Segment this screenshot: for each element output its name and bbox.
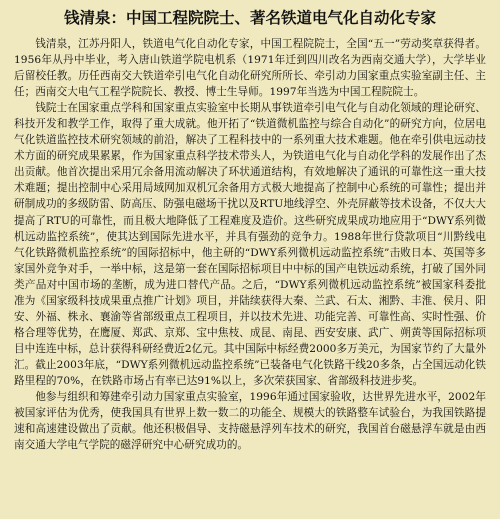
paragraph-achievements: 钱院士在国家重点学科和国家重点实验室中长期从事铁道牵引电气化与自动化领域的理论研究、科技开发和教学工作，取得了重大成就。他开拓了“铁道微机监控与综合自动化”的研究方向，位居电气化铁道监控技术研究领域的前沿，解决了工程科技中的一系列重大技术难题。他在牵引供电远动技术方面的研究成果累累，作为国家重点科学技术带头人，为铁道电气化与自动化学科的发展作出了杰出贡献。他首次提出采用冗余备用流动解决了环状通道结构，有效地解决了通讯的可靠性这一重大技术难题；提出控制中心采用局域网加双机冗余备用方式极大地提高了控制中心系统的可靠性；提出并研制成功的多级防雷、防高压、防强电磁场干扰以及RTU地线浮空、外壳屏蔽等技术设备，不仅大大提高了RTU的可靠性，而且极大地降低了工程难度及造价。这些研究成果成功地应用于“DWY系列微机远动监控系统”，使其达到国际先进水平，并具有强劲的竞争力。1988年世行贷款项目“川黔线电气化铁路微机监控系统”的国际招标中，他主研的“DWY系列微机远动监控系统”击败日本、英国等多家国外竞争对手，一举中标，这是第一套在国际招标项目中中标的国产电铁远动系统，打破了国外同类产品对中国市场的垄断，成为进口替代产品。之后，“DWY系列微机远动监控系统”被国家科委批准为《国家级科技成果重点推广计划》项目，并陆续获得大秦、兰武、石太、湘黔、丰淮、侯月、阳安、外福、株永、襄渝等省部级重点工程项目，并以技术先进、功能完善、可靠性高、实时性强、价格合理等优势，在鹰厦、郑武、京郑、宝中焦枝、成昆、南昆、西安安康、武广、朔黄等国际招标项目中连连中标，总计获得科研经费近2亿元。其中国际中标经费2000多万美元，为国家节约了大量外汇。截止2003年底，“DWY系列微机远动监控系统”已装备电气化铁路干线20多条，占全国远动化铁路里程的70%，在铁路市场占有率已达91%以上，多次荣获国家、省部级科技进步奖。 [14,102,487,387]
paragraph-laboratory: 他参与组织和筹建牵引动力国家重点实验室，1996年通过国家验收，达世界先进水平，2002年被国家评估为优秀，使我国具有世界上数一数二的功能全、规模大的铁路整车试验台，为我国铁路提速和高速建设做出了贡献。他还积极倡导、支持磁悬浮列车技术的研究，我国首台磁悬浮车就是由西南交通大学电气学院的磁浮研究中心研究成功的。 [14,391,486,452]
paragraph-intro: 钱清泉，江苏丹阳人，铁道电气化自动化专家，中国工程院院士，全国“五一”劳动奖章获得者。1956年从丹中毕业，考入唐山铁道学院电机系（1971年迁到四川改名为西南交通大学），大学毕业后留校任教。历任西南交大铁道牵引电气化自动化研究所所长、牵引动力国家重点实验室副主任、主任；西南交大电气工程学院院长、教授、博士生导师。1997年当选为中国工程院院士。 [14,38,486,99]
article-title: 钱清泉：中国工程院院士、著名铁道电气化自动化专家 [63,8,436,27]
